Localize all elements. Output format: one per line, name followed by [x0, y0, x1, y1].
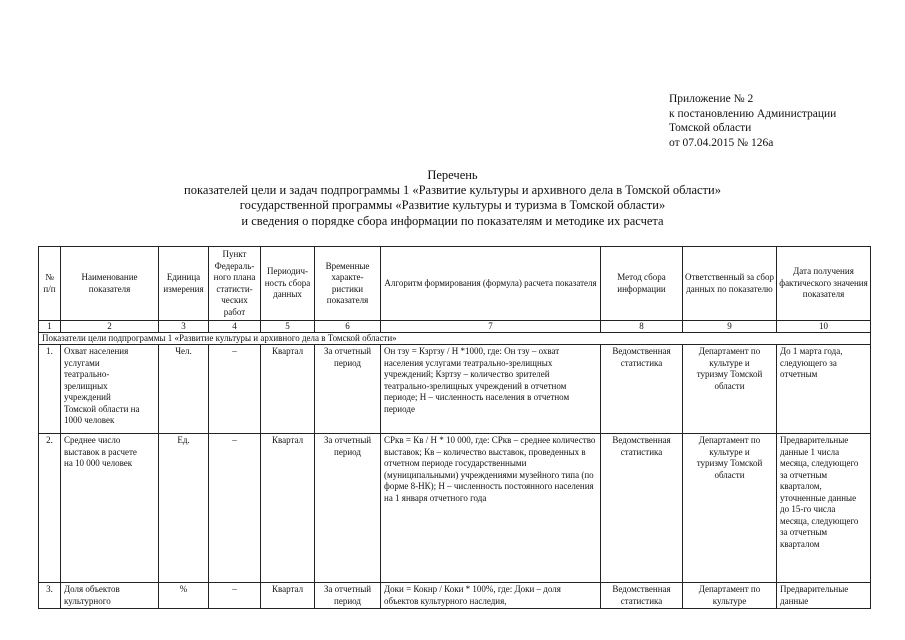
row-name-text: Среднее число выставок в расчете на 10 000 человек [64, 435, 137, 468]
row-periodicity: Квартал [261, 434, 315, 583]
row-name-text: Доля объектов культурного [64, 584, 120, 606]
header-responsible: Ответственный за сбор данных по показателю [683, 247, 777, 321]
row-method: Ведомственная статистика [601, 434, 683, 583]
header-num: № п/п [39, 247, 61, 321]
title-line-2: показателей цели и задач подпрограммы 1 «Развитие культуры и архивного дела в Томской области» [184, 183, 721, 198]
table-row [39, 434, 871, 583]
document-title [0, 168, 905, 229]
column-number: 7 [381, 321, 601, 333]
row-name [61, 345, 159, 434]
row-algorithm-text: СРкв = Кв / Н * 10 000, где: СРкв – среднее количество выставок; Кв – количество выставок, проведенных в отчетном периоде государственными (муниципальными) учреждениями музейного типа (по форме 8-НК); Н – численность постоянного населения на 1 января отчетного года [384, 435, 596, 503]
row-date-text: Предварительные данные 1 числа месяца, следующего за отчетным кварталом, уточненные данные до 15-го числа месяца, следующего за отчетным кварталом [780, 435, 859, 549]
header-periodicity: Периодич-ность сбора данных [261, 247, 315, 321]
row-algorithm [381, 583, 601, 609]
row-method: Ведомственная статистика [601, 345, 683, 434]
appendix-line-4: от 07.04.2015 № 126а [669, 136, 774, 149]
column-number: 1 [39, 321, 61, 333]
row-num: 2. [39, 434, 61, 583]
header-time-char: Временные характе-ристики показателя [315, 247, 381, 321]
table-header-row [39, 247, 871, 321]
row-date [777, 583, 871, 609]
row-algorithm-text: Он тзу = Кзртзу / Н *1000, где: Он тзу – охват населения услугами театрально-зрелищных учреждений; Кзртзу – количество зрителей театрально-зрелищных учреждений в отчетном периоде; Н – численность населения в отчетном периоде [384, 346, 570, 414]
row-unit: Чел. [159, 345, 209, 434]
row-date [777, 345, 871, 434]
section-label: Показатели цели подпрограммы 1 «Развитие культуры и архивного дела в Томской области» [39, 333, 871, 345]
row-algorithm [381, 434, 601, 583]
row-algorithm-text: Доки = Кокнр / Коки * 100%, где: Доки – доля объектов культурного наследия, [384, 584, 561, 606]
title-line-3: государственной программы «Развитие культуры и туризма в Томской области» [239, 198, 666, 213]
row-responsible [683, 583, 777, 609]
row-algorithm [381, 345, 601, 434]
table-row [39, 583, 871, 609]
row-responsible-text: Департамент по культуре и туризму Томской области [696, 435, 763, 480]
header-plan-item: Пункт Федераль-ного плана статисти-ческих работ [209, 247, 261, 321]
row-method: Ведомственная статистика [601, 583, 683, 609]
column-number: 9 [683, 321, 777, 333]
column-number: 2 [61, 321, 159, 333]
section-row [39, 333, 871, 345]
table-row [39, 345, 871, 434]
row-plan-item: – [209, 345, 261, 434]
appendix-line-1: Приложение № 2 [669, 93, 754, 105]
header-algorithm: Алгоритм формирования (формула) расчета показателя [381, 247, 601, 321]
column-number: 5 [261, 321, 315, 333]
row-plan-item: – [209, 583, 261, 609]
column-number-row [39, 321, 871, 333]
row-time-char: За отчетный период [315, 434, 381, 583]
row-num: 1. [39, 345, 61, 434]
column-number: 3 [159, 321, 209, 333]
row-name [61, 434, 159, 583]
row-name [61, 583, 159, 609]
appendix-line-3: Томской области [669, 122, 752, 135]
column-number: 8 [601, 321, 683, 333]
row-date [777, 434, 871, 583]
title-line-1: Перечень [427, 168, 478, 182]
header-method: Метод сбора информации [601, 247, 683, 321]
row-plan-item: – [209, 434, 261, 583]
row-unit: % [159, 583, 209, 609]
column-number: 10 [777, 321, 871, 333]
row-name-text: Охват населения услугами театрально-зрелищных учреждений Томской области на 1000 человек [64, 346, 140, 425]
header-date: Дата получения фактического значения показателя [777, 247, 871, 321]
header-name: Наименование показателя [61, 247, 159, 321]
column-number: 6 [315, 321, 381, 333]
row-periodicity: Квартал [261, 583, 315, 609]
indicators-table [38, 246, 871, 609]
appendix-note [669, 92, 836, 150]
appendix-line-2: к постановлению Администрации [669, 107, 837, 120]
row-responsible-text: Департамент по культуре [698, 584, 761, 606]
row-date-text: Предварительные данные [780, 584, 849, 606]
row-time-char: За отчетный период [315, 345, 381, 434]
row-time-char: За отчетный период [315, 583, 381, 609]
row-periodicity: Квартал [261, 345, 315, 434]
row-responsible [683, 434, 777, 583]
row-responsible [683, 345, 777, 434]
row-unit: Ед. [159, 434, 209, 583]
title-line-4: и сведения о порядке сбора информации по показателям и методике их расчета [241, 213, 664, 228]
row-date-text: До 1 марта года, следующего за отчетным [780, 346, 843, 379]
column-number: 4 [209, 321, 261, 333]
row-responsible-text: Департамент по культуре и туризму Томской области [696, 346, 763, 391]
row-num: 3. [39, 583, 61, 609]
header-unit: Единица измерения [159, 247, 209, 321]
